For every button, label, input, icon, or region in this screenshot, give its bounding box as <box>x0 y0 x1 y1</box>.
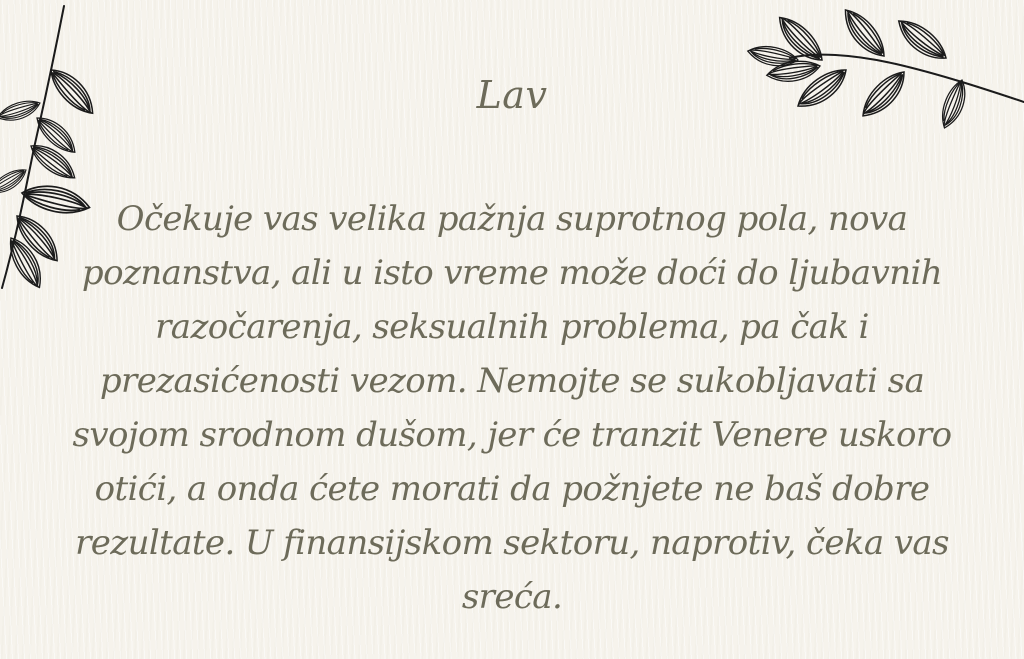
horoscope-line: poznanstva, ali u isto vreme može doći do ljubavnih <box>81 253 943 293</box>
horoscope-line: svojom srodnom dušom, jer će tranzit Venere uskoro <box>72 415 952 455</box>
horoscope-line: razočarenja, seksualnih problema, pa čak i <box>155 307 869 347</box>
zodiac-sign-title: Lav <box>476 73 548 117</box>
horoscope-line: prezasićenosti vezom. Nemojte se sukobljavati sa <box>99 361 925 401</box>
horoscope-line: sreća. <box>461 577 563 617</box>
horoscope-line: otići, a onda ćete morati da požnjete ne baš dobre <box>94 469 930 509</box>
horoscope-body <box>0 192 1024 624</box>
horoscope-line: rezultate. U finansijskom sektoru, naprotiv, čeka vas <box>75 523 949 563</box>
horoscope-line: Očekuje vas velika pažnja suprotnog pola, nova <box>116 199 908 239</box>
